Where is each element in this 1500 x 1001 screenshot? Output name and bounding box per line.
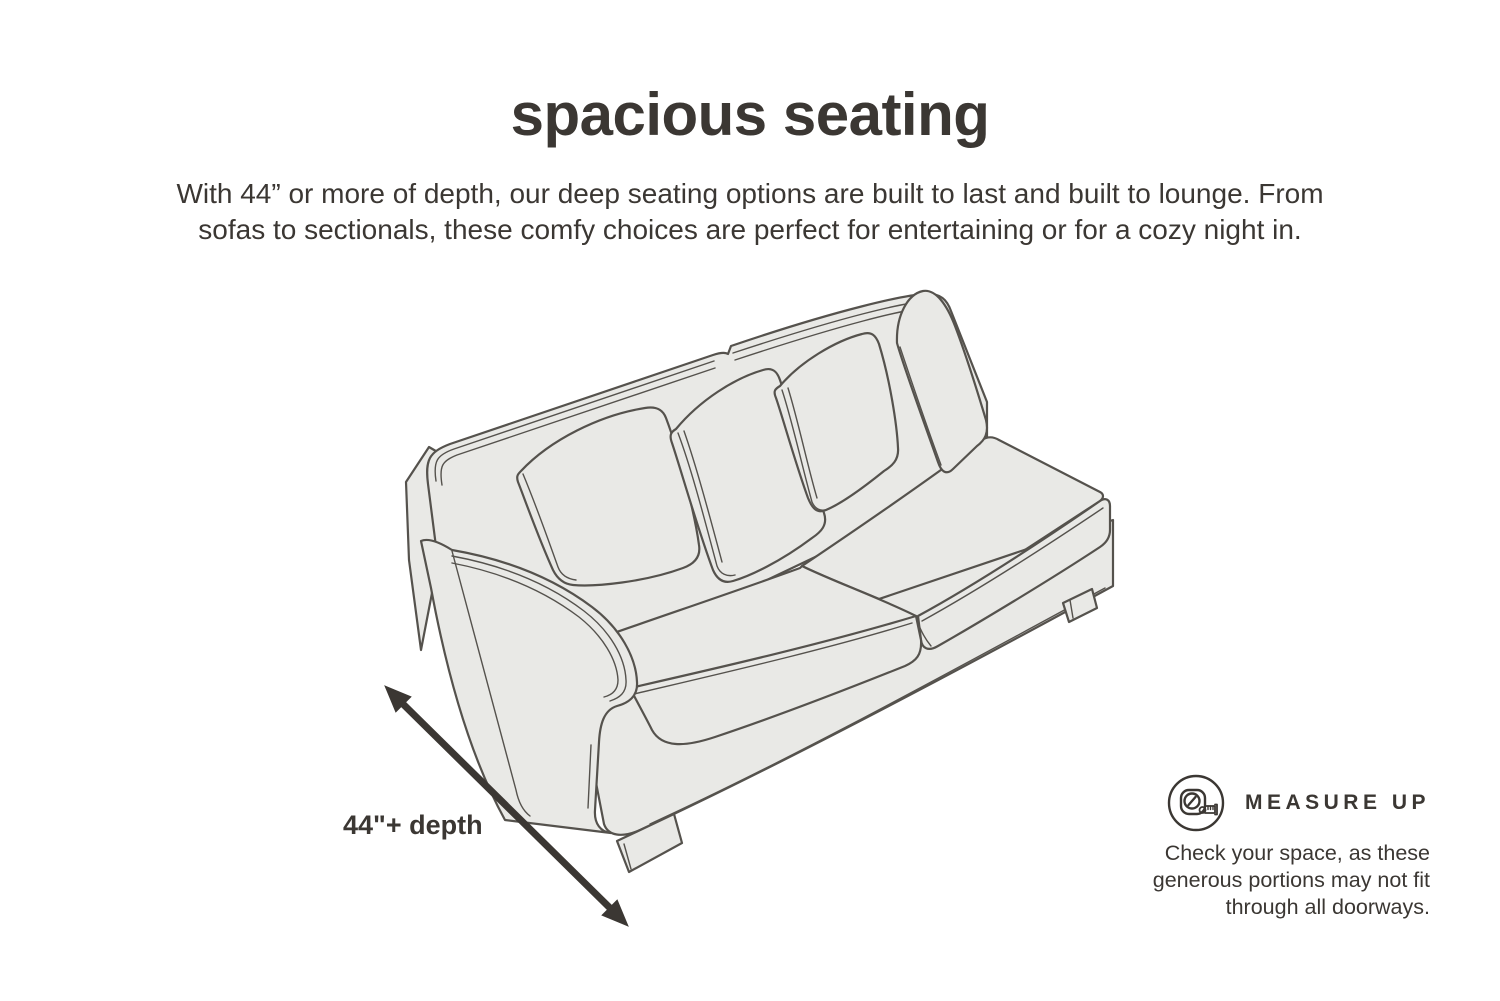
- intro-line-2: sofas to sectionals, these comfy choices are perfect for entertaining or for a cozy night in.: [198, 214, 1302, 245]
- depth-dimension-label: 44"+ depth: [343, 810, 483, 840]
- measure-up-text: [1153, 840, 1430, 921]
- measure-up-heading: MEASURE UP: [1244, 791, 1430, 814]
- measure-up-header: [1166, 773, 1430, 833]
- page-title: spacious seating: [510, 81, 990, 148]
- measure-up-line-2: generous portions may not fit: [1152, 868, 1430, 892]
- measure-up-section: [1000, 773, 1430, 921]
- intro-line-1: With 44” or more of depth, our deep seating options are built to last and built to lounge. From: [176, 178, 1324, 209]
- tape-measure-icon: [1166, 773, 1226, 833]
- measure-up-line-1: Check your space, as these: [1164, 841, 1430, 865]
- measure-up-line-3: through all doorways.: [1225, 895, 1430, 919]
